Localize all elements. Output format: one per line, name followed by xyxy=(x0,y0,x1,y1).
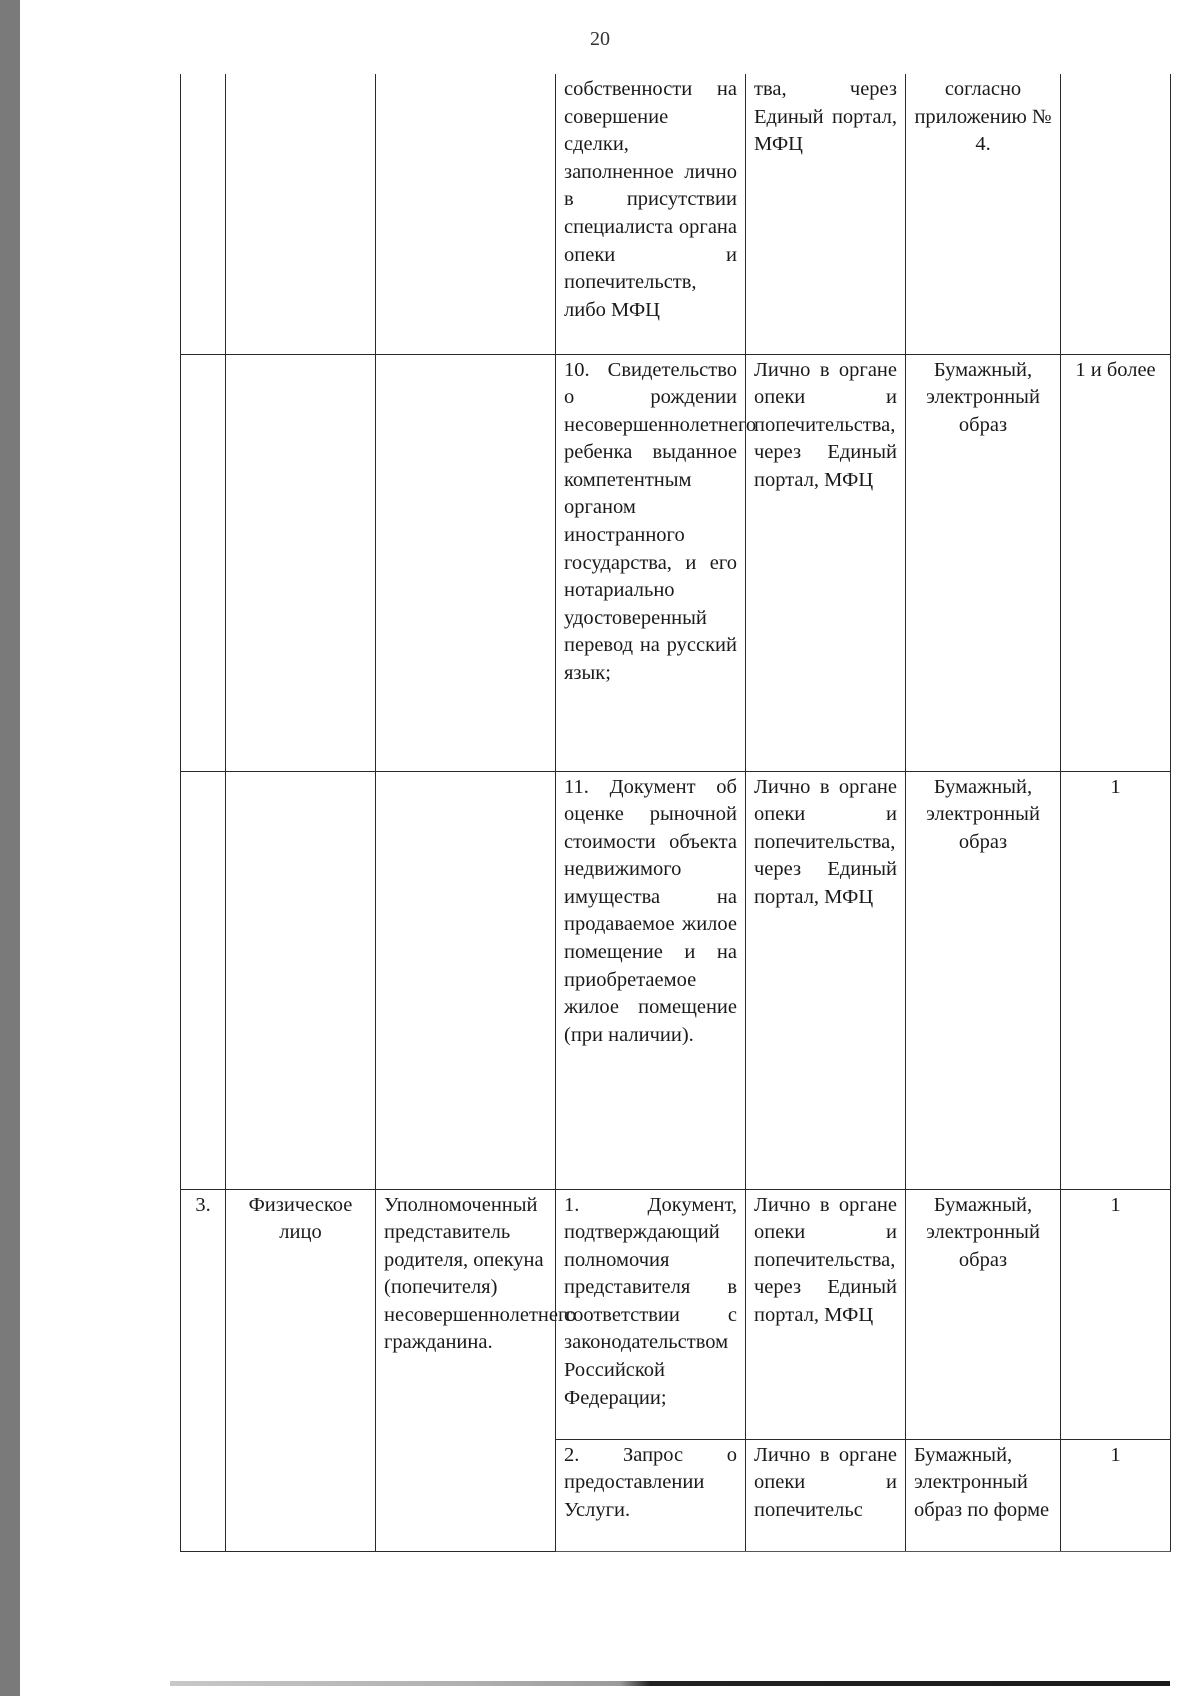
table-row xyxy=(181,74,1171,354)
submission-method-cell: тва, через Единый портал, МФЦ xyxy=(746,74,906,354)
document-format-cell: Бумажный, электронный образ по форме xyxy=(906,1439,1061,1551)
document-count-cell: 1 xyxy=(1061,1189,1171,1439)
document-format-cell: согласно приложению № 4. xyxy=(906,74,1061,354)
document-format-cell: Бумажный, электронный образ xyxy=(906,354,1061,771)
table-row xyxy=(181,771,1171,1189)
applicant-category-cell xyxy=(226,771,376,1189)
document-cell: собственности на совершение сделки, заполненное лично в присутствии специалиста органа опеки и попечительств, либо МФЦ xyxy=(556,74,746,354)
submission-method-cell: Лично в органе опеки и попечительства, через Единый портал, МФЦ xyxy=(746,771,906,1189)
applicant-category-cell: Физическое лицо xyxy=(226,1189,376,1551)
row-number-cell xyxy=(181,74,226,354)
applicant-category-cell xyxy=(226,74,376,354)
submission-method-cell: Лично в органе опеки и попечительства, через Единый портал, МФЦ xyxy=(746,354,906,771)
submission-method-cell: Лично в органе опеки и попечительства, через Единый портал, МФЦ xyxy=(746,1189,906,1439)
submission-method-cell: Лично в органе опеки и попечительс xyxy=(746,1439,906,1551)
document-count-cell: 1 xyxy=(1061,771,1171,1189)
applicant-category-cell xyxy=(226,354,376,771)
applicant-cell: Уполномоченный представитель родителя, опекуна (попечителя) несовершеннолетнего гражданина. xyxy=(376,1189,556,1551)
document-format-cell: Бумажный, электронный образ xyxy=(906,1189,1061,1439)
applicant-cell xyxy=(376,74,556,354)
document-cell: 11. Документ об оценке рыночной стоимости объекта недвижимого имущества на продаваемое жилое помещение и на приобретаемое жилое помещение (при наличии). xyxy=(556,771,746,1189)
row-number-cell xyxy=(181,354,226,771)
document-cell: 2. Запрос о предоставлении Услуги. xyxy=(556,1439,746,1551)
table-row xyxy=(181,1189,1171,1439)
document-count-cell: 1 и более xyxy=(1061,354,1171,771)
page-number: 20 xyxy=(590,28,610,50)
document-cell: 1. Документ, подтверждающий полномочия представителя в соответствии с законодательством Российской Федерации; xyxy=(556,1189,746,1439)
applicant-cell xyxy=(376,354,556,771)
document-format-cell: Бумажный, электронный образ xyxy=(906,771,1061,1189)
document-count-cell xyxy=(1061,74,1171,354)
applicant-cell xyxy=(376,771,556,1189)
documents-table xyxy=(180,74,1171,1552)
scan-bottom-edge xyxy=(170,1681,1170,1686)
document-cell: 10. Свидетельство о рождении несовершеннолетнего ребенка выданное компетентным органом иностранного государства, и его нотариально удостоверенный перевод на русский язык; xyxy=(556,354,746,771)
row-number-cell: 3. xyxy=(181,1189,226,1551)
row-number-cell xyxy=(181,771,226,1189)
scan-left-edge xyxy=(0,0,20,1696)
document-count-cell: 1 xyxy=(1061,1439,1171,1551)
table-row xyxy=(181,354,1171,771)
